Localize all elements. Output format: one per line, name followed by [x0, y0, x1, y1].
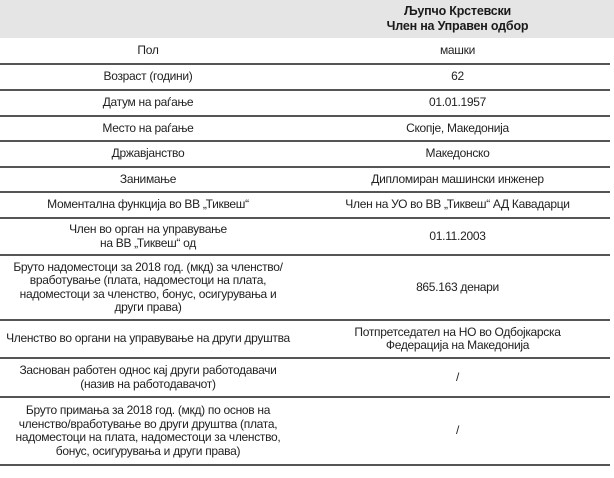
- row-value: /: [455, 369, 460, 384]
- row-label-line: на ВВ „Тиквеш“ од: [100, 235, 196, 250]
- row-value-line: Федерација на Македонија: [385, 338, 530, 352]
- row-value: /: [455, 423, 460, 438]
- row-label-line: Член во орган на управување: [69, 222, 227, 236]
- table-row: [0, 193, 610, 219]
- row-value: Дипломиран машински инженер: [371, 171, 544, 186]
- row-label: Членство во органи на управување на други друштва: [6, 331, 290, 346]
- row-label: Државјанство: [111, 146, 185, 161]
- table-row: [0, 256, 610, 321]
- row-label: [0, 256, 296, 319]
- row-value: Член на УО во ВВ „Тиквеш“ АД Кавадарци: [345, 197, 570, 212]
- row-label: Датум на раѓање: [102, 95, 194, 110]
- row-value: Скопје, Македонија: [406, 120, 509, 135]
- row-label: Занимање: [119, 171, 177, 186]
- table-row: [0, 168, 610, 193]
- row-label-line: надоместоци за членство, бонус, осигурувања и: [19, 286, 277, 301]
- table-header: [0, 0, 614, 38]
- table-row: [0, 398, 610, 466]
- row-label: [0, 398, 296, 464]
- row-label: Пол: [137, 42, 159, 57]
- row-label-line: други права): [114, 300, 182, 314]
- row-label: [0, 359, 296, 396]
- row-label-line: надоместоци на плата, надоместоци за членство,: [15, 430, 281, 444]
- row-label-line: бонус, осигурувања и други права): [55, 443, 241, 458]
- header-person: [305, 4, 610, 34]
- row-label: Моментална функција во ВВ „Тиквеш“: [47, 197, 249, 212]
- row-label-line: Бруто примања за 2018 год. (мкд) по основ на: [25, 403, 271, 417]
- person-name: Љупчо Крстевски: [403, 4, 512, 18]
- row-label-line: Бруто надоместоци за 2018 год. (мкд) за членство/: [13, 259, 283, 274]
- row-value: 62: [451, 69, 464, 84]
- row-value: 865.163 денари: [416, 279, 499, 294]
- row-label: Место на раѓање: [102, 120, 194, 135]
- row-value: [305, 321, 610, 357]
- table-row: [0, 142, 610, 168]
- row-label: [0, 219, 296, 254]
- row-value: 01.11.2003: [429, 228, 486, 243]
- row-label-line: членство/вработување во други друштва (плата,: [18, 416, 278, 431]
- row-value-line: Потпретседател на НО во Одбојкарска: [354, 324, 561, 339]
- table-row: [0, 321, 610, 359]
- table-row: [0, 359, 610, 398]
- table-row: [0, 65, 610, 91]
- row-value: машки: [439, 42, 475, 57]
- row-value: Македонско: [425, 146, 490, 161]
- table-row: [0, 219, 610, 256]
- person-position: Член на Управен одбор: [386, 19, 529, 33]
- table-row: [0, 117, 610, 142]
- row-label-line: (назив на работодавачот): [80, 376, 216, 391]
- row-label-line: вработување (плата, надоместоци на плата,: [29, 273, 267, 287]
- table-row: [0, 38, 610, 65]
- row-value: 01.01.1957: [428, 95, 487, 110]
- table-row: [0, 91, 610, 117]
- row-label: Возраст (години): [103, 69, 193, 84]
- row-label-line: Заснован работен однос кај други работодавачи: [19, 363, 277, 377]
